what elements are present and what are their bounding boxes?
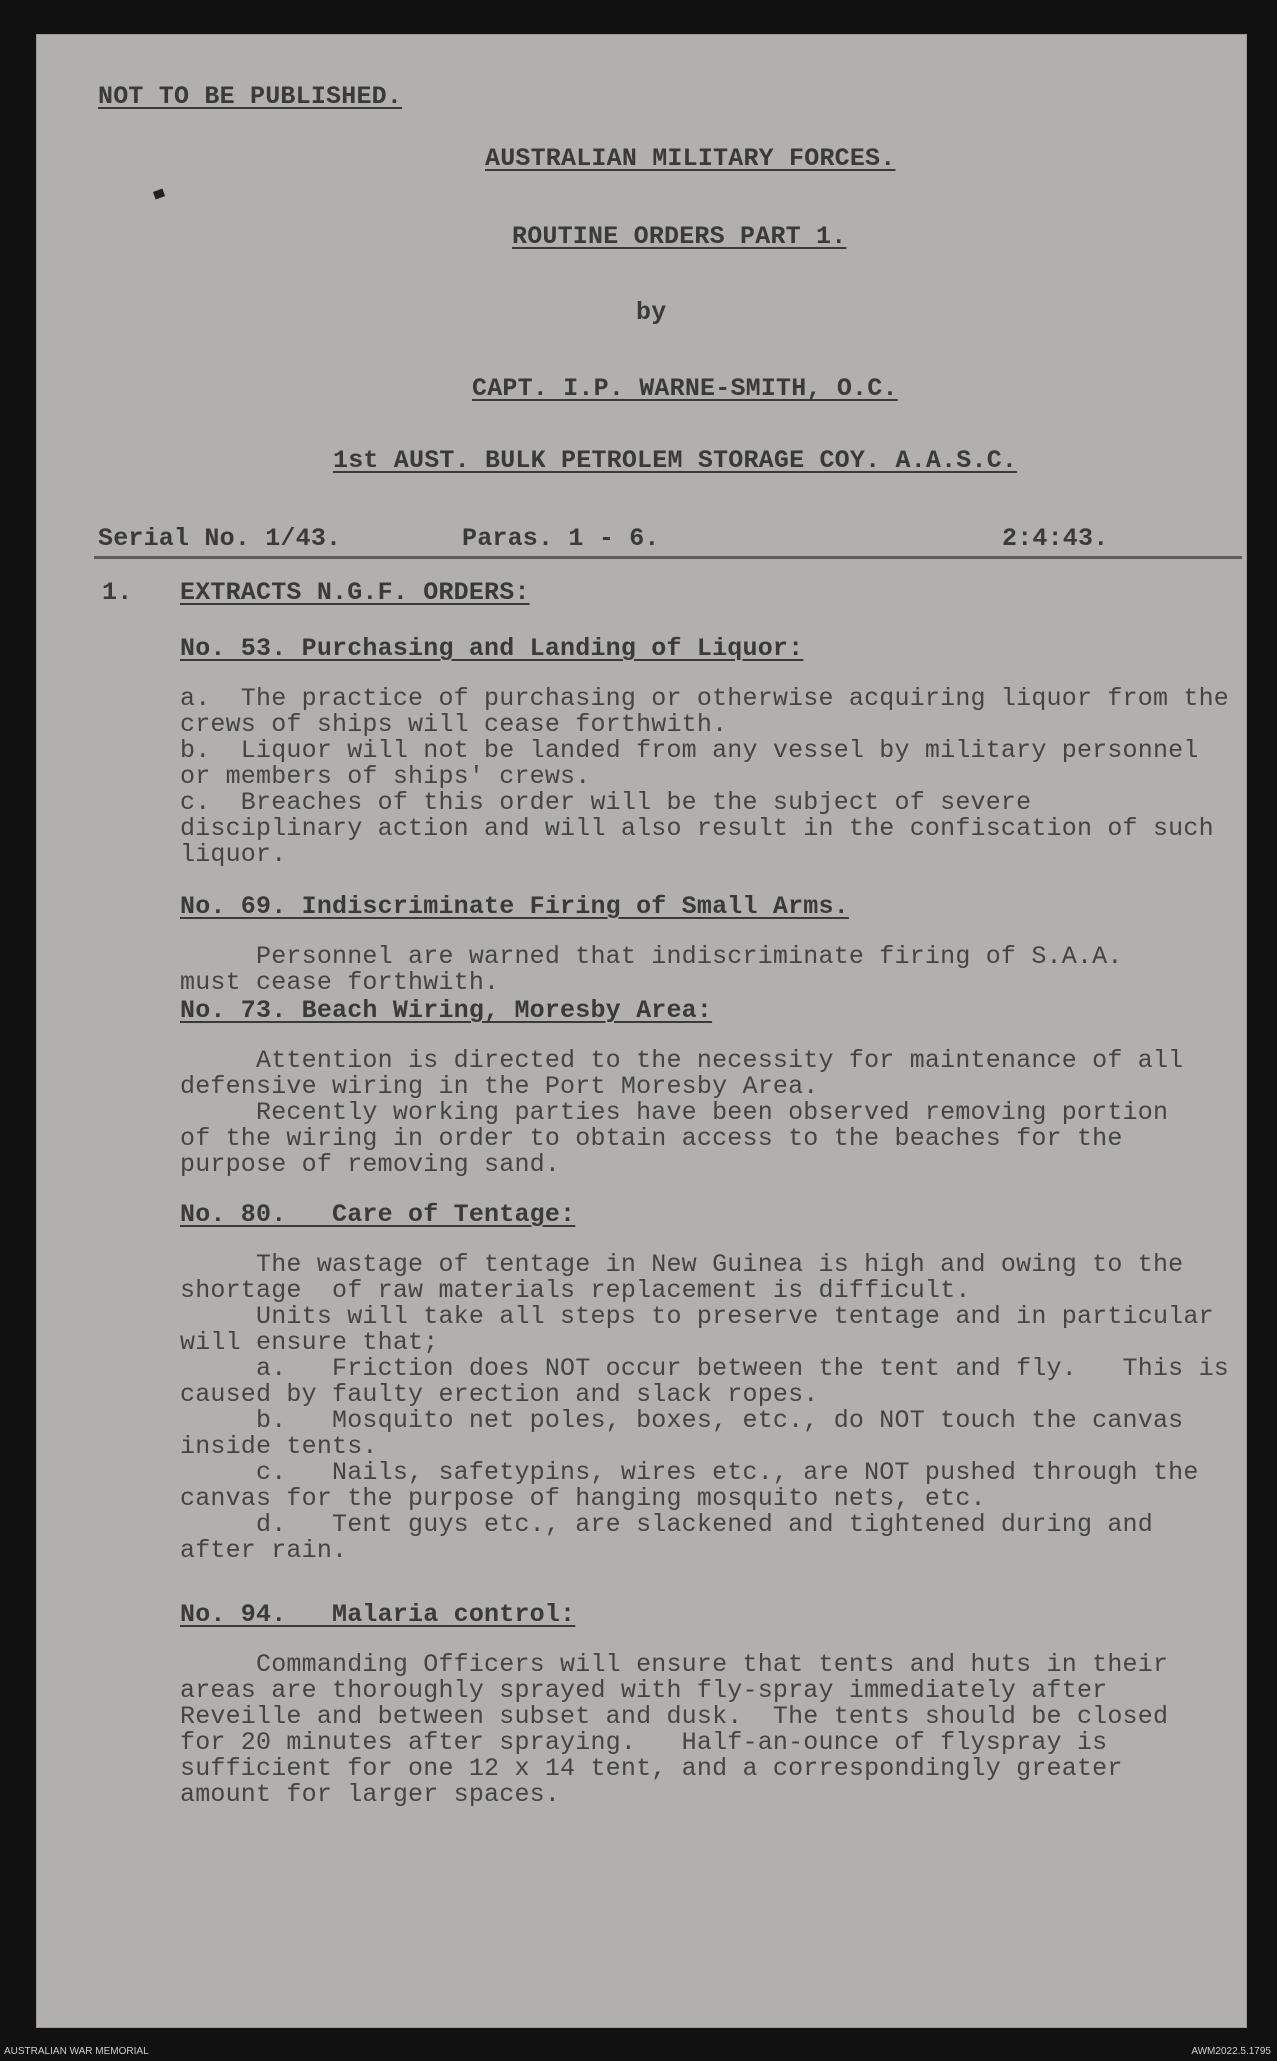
order-line: defensive wiring in the Port Moresby Area. (180, 1072, 819, 1101)
order-line: Units will take all steps to preserve tentage and in particular (180, 1302, 1214, 1331)
paras-range: Paras. 1 - 6. (462, 524, 660, 553)
order-line: shortage of raw materials replacement is difficult. (180, 1276, 971, 1305)
classification-label: NOT TO BE PUBLISHED. (98, 82, 403, 111)
order-line: Reveille and between subset and dusk. The tents should be closed (180, 1702, 1169, 1731)
footer-left: AUSTRALIAN WAR MEMORIAL (4, 2046, 149, 2057)
order-heading: No. 80. Care of Tentage: (180, 1200, 576, 1229)
by-label: by (636, 298, 667, 327)
order-line: must cease forthwith. (180, 968, 500, 997)
serial-rule (94, 556, 1242, 559)
order-line: d. Tent guys etc., are slackened and tightened during and (180, 1510, 1153, 1539)
order-line: of the wiring in order to obtain access to the beaches for the (180, 1124, 1123, 1153)
order-line: liquor. (180, 840, 287, 869)
order-line: purpose of removing sand. (180, 1150, 561, 1179)
order-line: c. Breaches of this order will be the subject of severe (180, 788, 1032, 817)
order-heading: No. 73. Beach Wiring, Moresby Area: (180, 996, 713, 1025)
order-line: b. Mosquito net poles, boxes, etc., do NOT touch the canvas (180, 1406, 1184, 1435)
ink-mark (153, 189, 165, 200)
order-line: a. Friction does NOT occur between the tent and fly. This is (180, 1354, 1229, 1383)
order-heading: No. 94. Malaria control: (180, 1600, 576, 1629)
unit-name: 1st AUST. BULK PETROLEM STORAGE COY. A.A.S.C. (333, 446, 1018, 475)
order-line: caused by faulty erection and slack ropes. (180, 1380, 819, 1409)
order-line: The wastage of tentage in New Guinea is high and owing to the (180, 1250, 1184, 1279)
order-line: a. The practice of purchasing or otherwise acquiring liquor from the (180, 684, 1229, 713)
document-subtitle: ROUTINE ORDERS PART 1. (512, 222, 847, 251)
order-line: sufficient for one 12 x 14 tent, and a correspondingly greater (180, 1754, 1123, 1783)
order-heading: No. 53. Purchasing and Landing of Liquor: (180, 634, 804, 663)
order-line: c. Nails, safetypins, wires etc., are NOT pushed through the (180, 1458, 1199, 1487)
footer-right: AWM2022.5.1795 (1191, 2046, 1271, 2057)
order-line: Recently working parties have been observed removing portion (180, 1098, 1169, 1127)
order-date: 2:4:43. (1002, 524, 1109, 553)
order-line: crews of ships will cease forthwith. (180, 710, 728, 739)
document-title: AUSTRALIAN MILITARY FORCES. (485, 144, 896, 173)
section-heading: EXTRACTS N.G.F. ORDERS: (180, 578, 530, 607)
order-line: canvas for the purpose of hanging mosquito nets, etc. (180, 1484, 986, 1513)
order-line: disciplinary action and will also result in the confiscation of such (180, 814, 1214, 843)
order-line: b. Liquor will not be landed from any vessel by military personnel (180, 736, 1199, 765)
order-line: after rain. (180, 1536, 348, 1565)
order-line: amount for larger spaces. (180, 1780, 561, 1809)
order-line: will ensure that; (180, 1328, 439, 1357)
order-line: for 20 minutes after spraying. Half-an-ounce of flyspray is (180, 1728, 1108, 1757)
serial-number: Serial No. 1/43. (98, 524, 342, 553)
order-heading: No. 69. Indiscriminate Firing of Small Arms. (180, 892, 849, 921)
order-line: or members of ships' crews. (180, 762, 591, 791)
section-number: 1. (102, 578, 133, 607)
document-page (36, 34, 1247, 2028)
order-line: Personnel are warned that indiscriminate firing of S.A.A. (180, 942, 1123, 971)
order-line: areas are thoroughly sprayed with fly-spray immediately after (180, 1676, 1108, 1705)
order-line: Attention is directed to the necessity for maintenance of all (180, 1046, 1184, 1075)
order-line: Commanding Officers will ensure that tents and huts in their (180, 1650, 1169, 1679)
officer-name: CAPT. I.P. WARNE-SMITH, O.C. (472, 374, 898, 403)
order-line: inside tents. (180, 1432, 378, 1461)
